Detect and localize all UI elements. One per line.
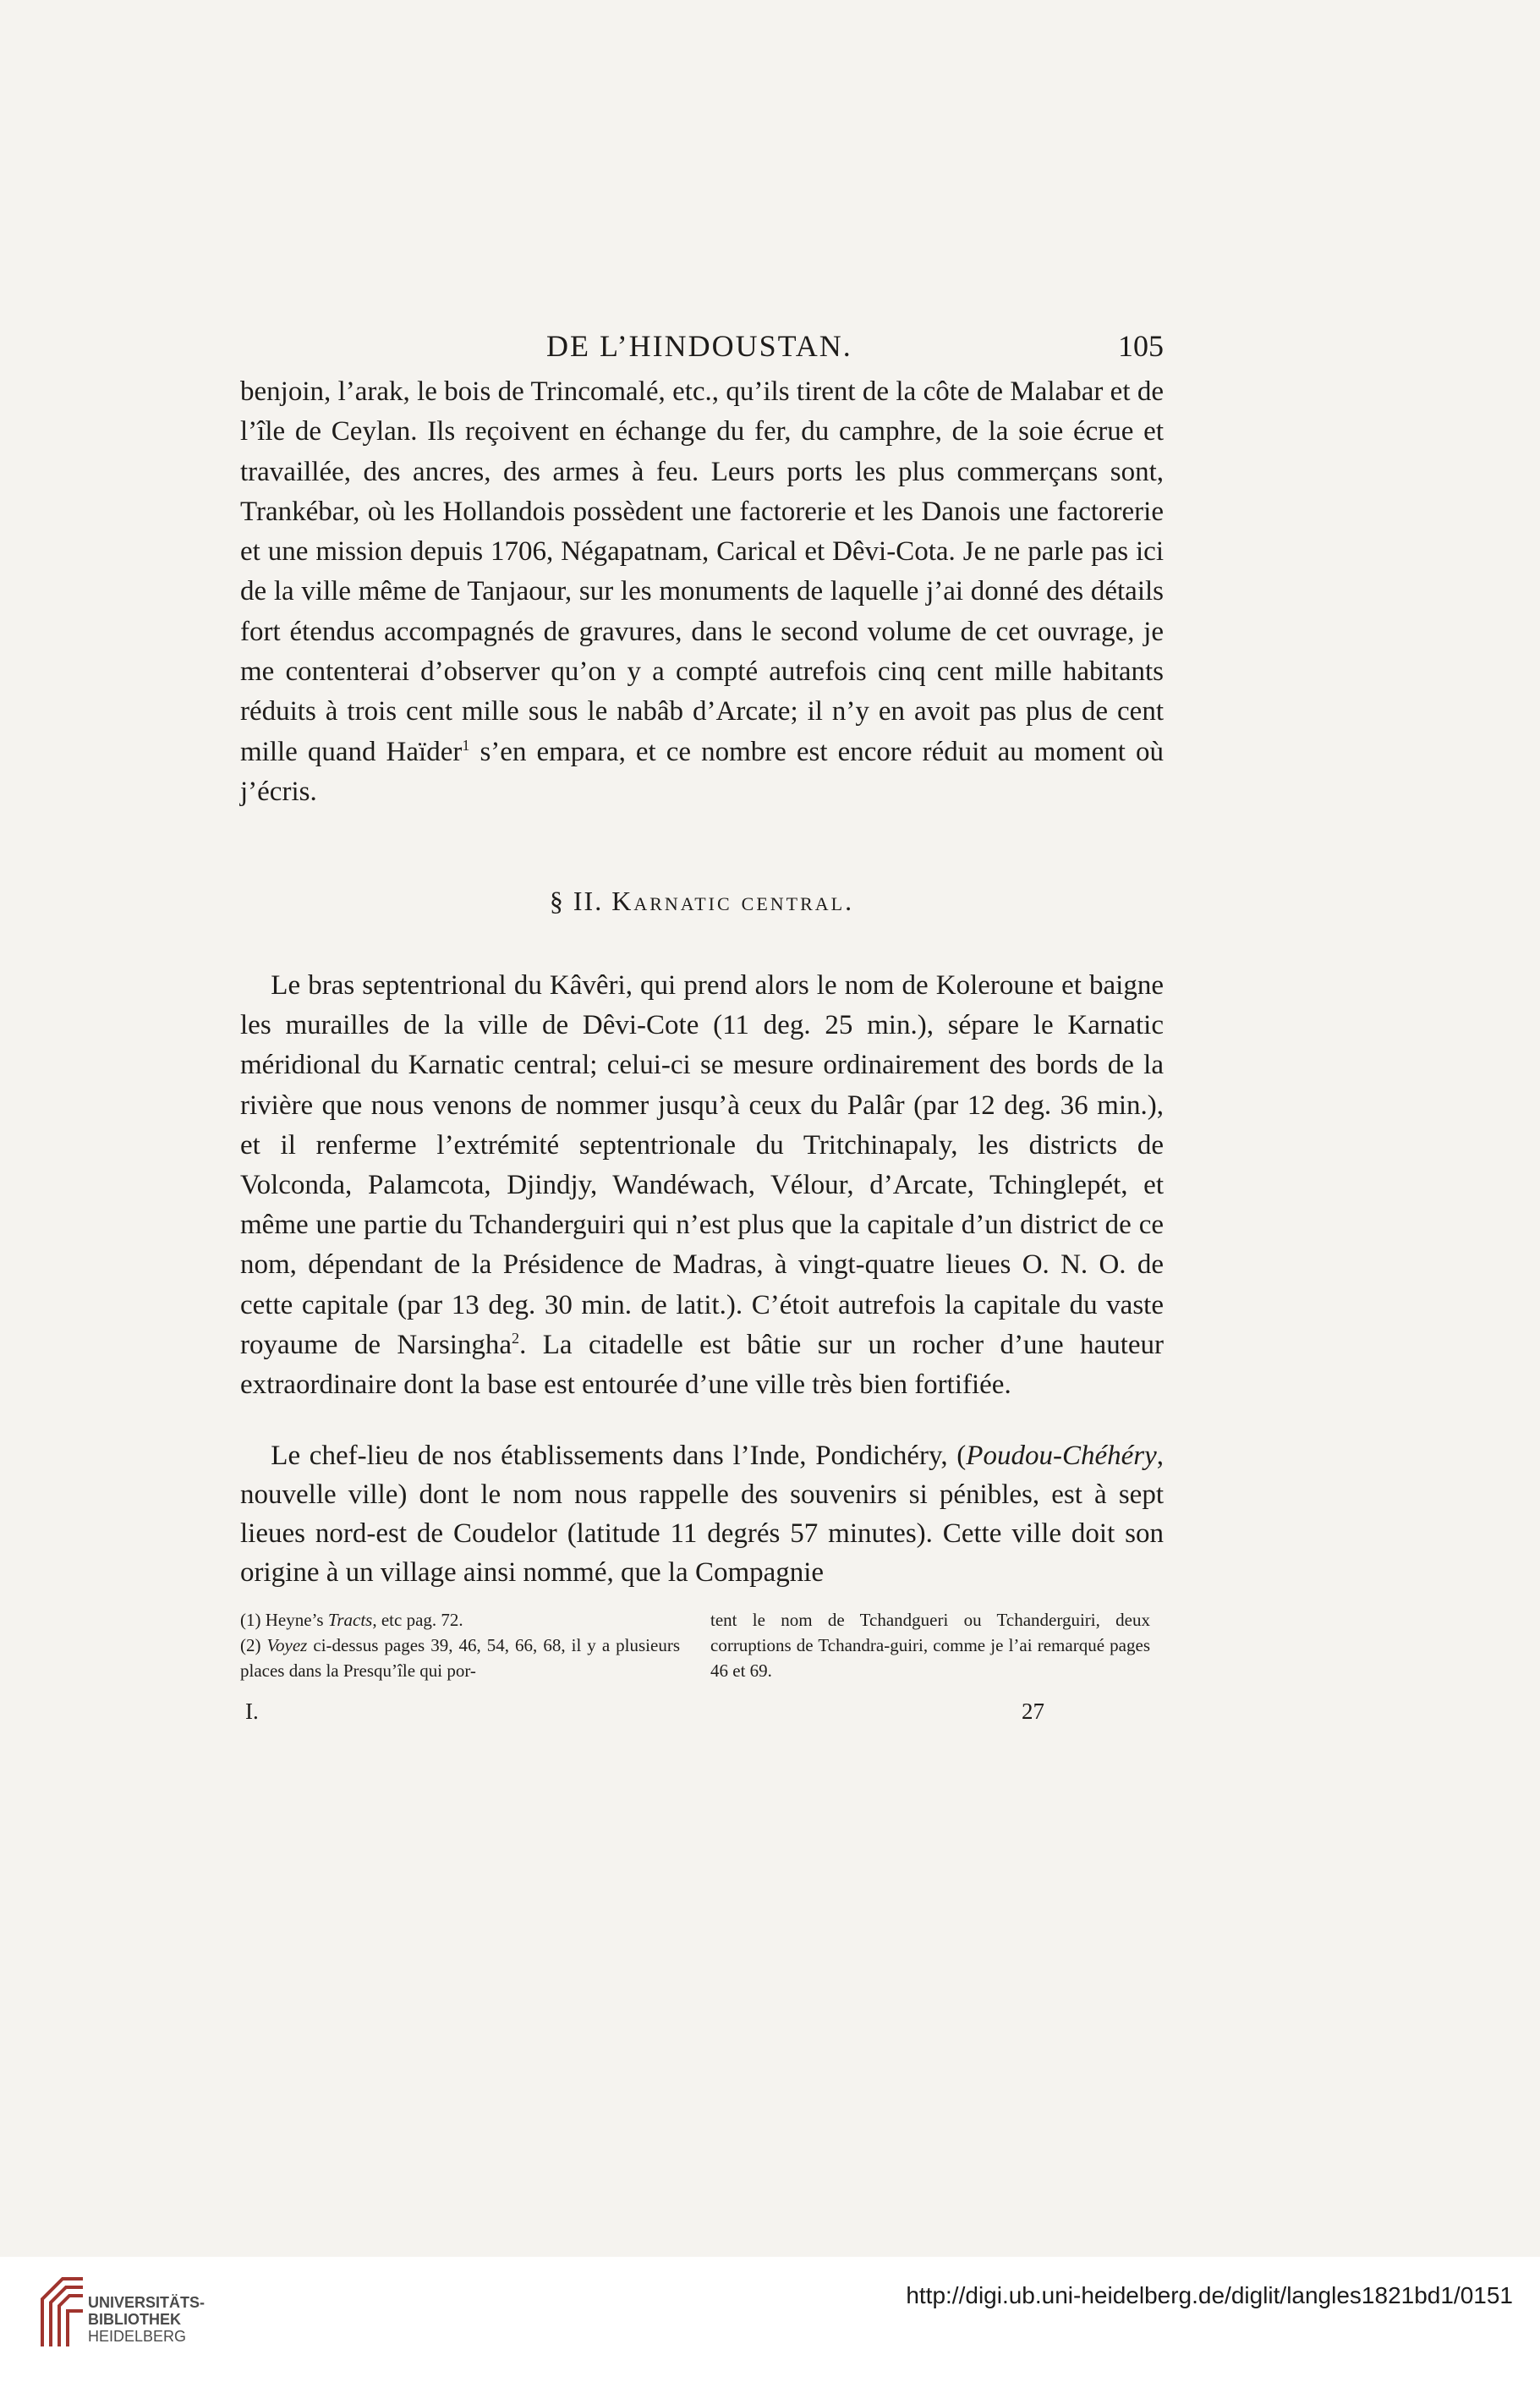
- paragraph-2-end: . La citadelle est bâtie sur un rocher d’une hauteur extraordinaire dont la base est entourée d’une ville très bien fortifiée.: [240, 1329, 1164, 1401]
- footnote-ref-1: 1: [462, 736, 470, 754]
- volume-signature: I.: [245, 1699, 259, 1724]
- source-url-link[interactable]: http://digi.ub.uni-heidelberg.de/diglit/langles1821bd1/0151: [906, 2282, 1513, 2308]
- footnote-2-continued: tent le nom de Tchandgueri ou Tchanderguiri, deux corruptions de Tchandra-guiri, comme je l’ai remarqué pages 46 et 69.: [710, 1610, 1150, 1681]
- paragraph-1: [240, 372, 1164, 812]
- footnotes-right-column: [710, 1607, 1150, 1683]
- institution-line-3: HEIDELBERG: [88, 2328, 187, 2345]
- institution-name: [88, 2294, 205, 2345]
- section-title: Karnatic central.: [611, 886, 855, 916]
- library-footer: [0, 2257, 1540, 2382]
- footnote-2: [240, 1633, 680, 1683]
- paragraph-2-text: Le bras septentrional du Kâvêri, qui prend alors le nom de Koleroune et baigne les murailles de la ville de Dêvi-Cote (11 deg. 25 min.), sépare le Karnatic méridional du Karnatic central; celui-ci se mesure ordinairement des bords de la rivière que nous venons de nommer jusqu’à ceux du Palâr (par 12 deg. 36 min.), et il renferme l’extrémité septentrionale du Tritchinapaly, les districts de Volconda, Palamcota, Djindjy, Wandéwach, Vélour, d’Arcate, Tchinglepét, et même une partie du Tchanderguiri qui n’est plus que la capitale d’un district de ce nom, dépendant de la Présidence de Madras, à vingt-quatre lieues O. N. O. de cette capitale (par 13 deg. 30 min. de latit.). C’étoit autrefois la capitale du vaste royaume de Narsingha: [240, 970, 1164, 1360]
- printer-signature: [240, 1699, 1164, 1732]
- paragraph-3: [240, 1436, 1164, 1592]
- section-mark: § II.: [549, 886, 604, 916]
- footnote-ref-2: 2: [512, 1329, 520, 1347]
- footnote-1-end: , etc pag. 72.: [372, 1610, 463, 1630]
- paragraph-block-1: [240, 372, 1164, 812]
- paragraph-1-text: benjoin, l’arak, le bois de Trincomalé, etc., qu’ils tirent de la côte de Malabar et de l’île de Ceylan. Ils reçoivent en échange du fer, du camphre, de la soie écrue et travaillée, des ancres, des armes à feu. Leurs ports les plus commerçans sont, Trankébar, où les Hollandois possèdent une factorerie et les Danois une factorerie et une mission depuis 1706, Négapatnam, Carical et Dêvi-Cota. Je ne parle pas ici de la ville même de Tanjaour, sur les monuments de laquelle j’ai donné des détails fort étendus accompagnés de gravures, dans le second volume de cet ouvrage, je me contenterai d’observer qu’on y a compté autrefois cinq cent mille habitants réduits à trois cent mille sous le nabâb d’Arcate; il n’y en avoit pas plus de cent mille quand Haïder: [240, 376, 1164, 767]
- paragraph-3-italic: Poudou-Chéhéry: [966, 1441, 1157, 1471]
- institution-line-1: UNIVERSITÄTS-: [88, 2294, 206, 2311]
- footnote-1: [240, 1607, 680, 1633]
- running-title: DE L’HINDOUSTAN.: [546, 329, 852, 363]
- paragraph-3-start: Le chef-lieu de nos établissements dans l’Inde, Pondichéry, (: [271, 1441, 967, 1471]
- paragraph-1-end: s’en empara, et ce nombre est encore réduit au moment où j’écris.: [240, 736, 1164, 807]
- footnote-1-number: (1): [240, 1610, 261, 1630]
- footnote-1-italic: Tracts: [327, 1610, 373, 1630]
- institution-line-2: BIBLIOTHEK: [88, 2311, 181, 2328]
- paragraph-3-end: , nouvelle ville) dont le nom nous rappelle des souvenirs si pénibles, est à sept lieues nord-est de Coudelor (latitude 11 degrés 57 minutes). Cette ville doit son origine à un village ainsi nommé, que la Compagnie: [240, 1441, 1164, 1588]
- running-head: [240, 321, 1164, 372]
- paragraph-2: [240, 966, 1164, 1405]
- footnote-2-italic: Voyez: [266, 1635, 308, 1655]
- paragraph-block-3: [240, 1436, 1164, 1592]
- section-heading: [240, 886, 1164, 917]
- library-logo-icon: [37, 2274, 91, 2350]
- footnote-2-number: (2): [240, 1635, 261, 1655]
- footnote-1-text: Heyne’s: [265, 1610, 328, 1630]
- footnotes-left-column: [240, 1607, 680, 1683]
- sheet-signature: 27: [1022, 1699, 1044, 1724]
- footnote-2-text: ci-dessus pages 39, 46, 54, 66, 68, il y a plusieurs places dans la Presqu’île qui por-: [240, 1635, 680, 1681]
- page-number: 105: [1118, 329, 1164, 363]
- paragraph-block-2: [240, 966, 1164, 1405]
